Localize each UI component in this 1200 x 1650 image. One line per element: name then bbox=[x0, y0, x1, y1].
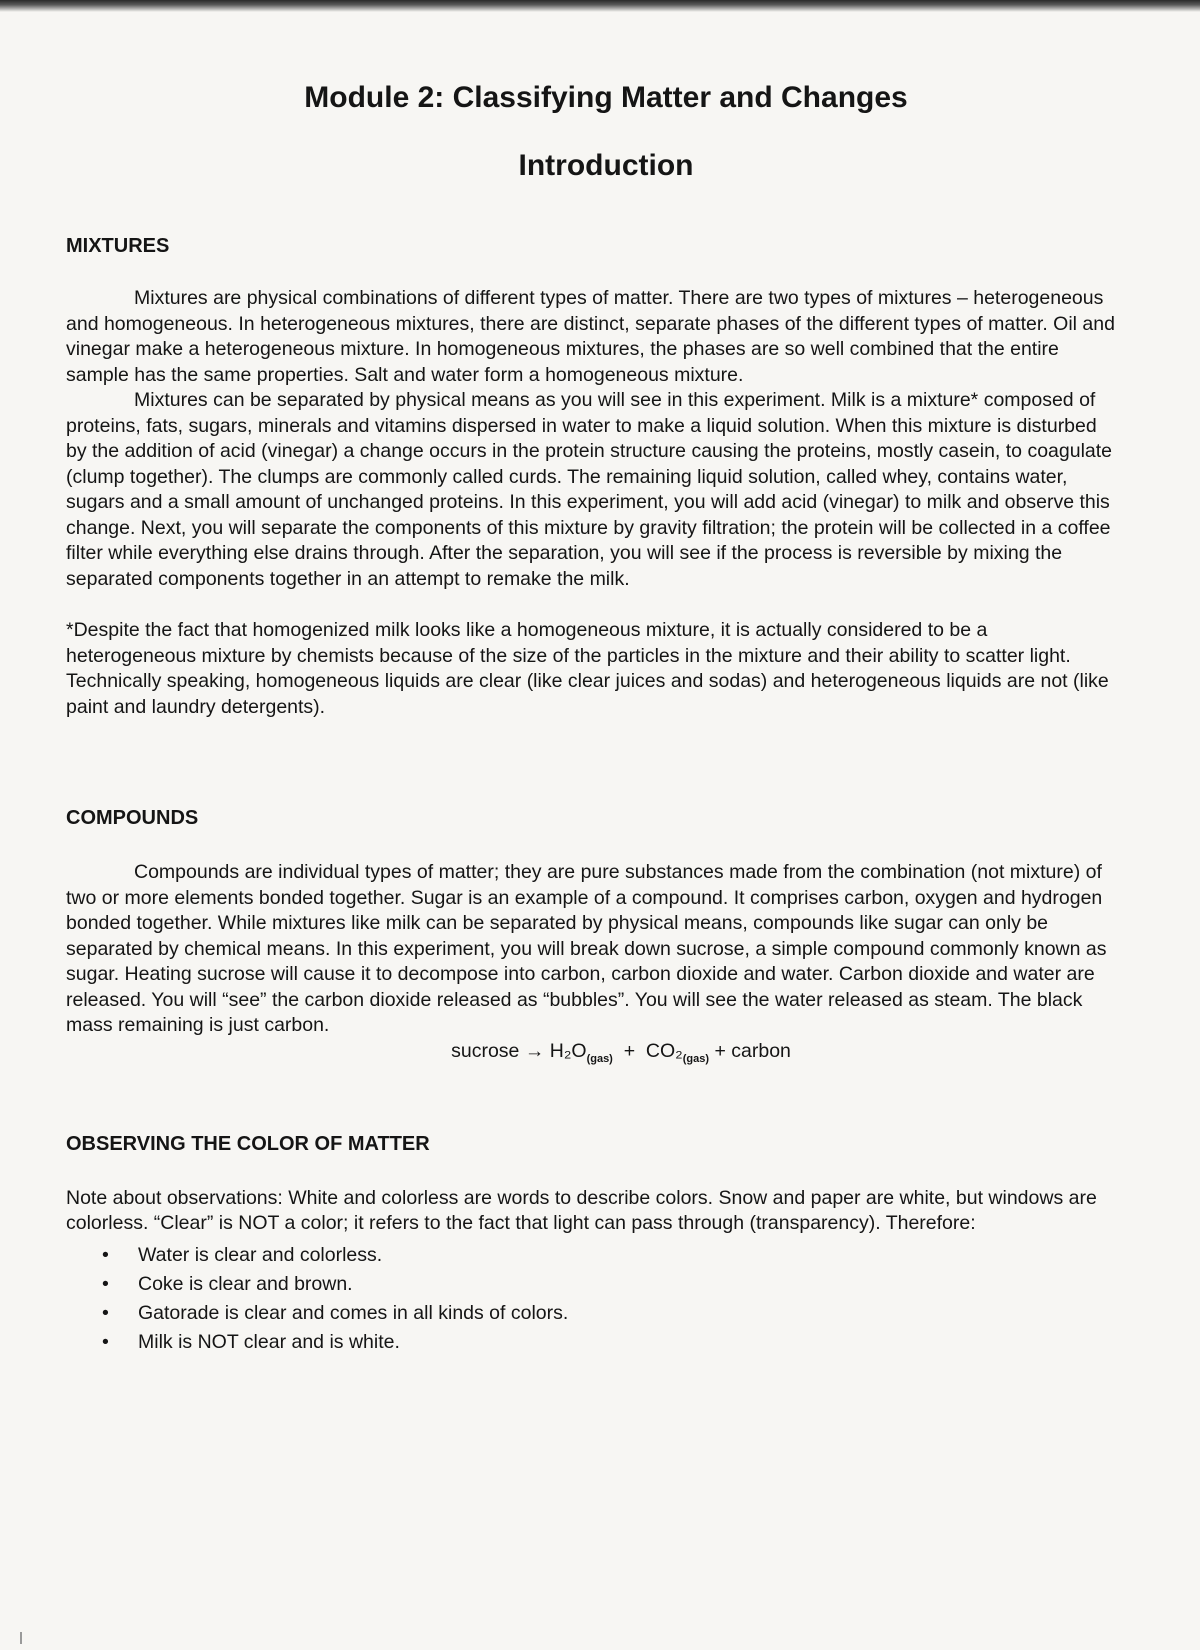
compounds-heading: COMPOUNDS bbox=[66, 807, 199, 829]
document-page bbox=[66, 80, 1116, 1357]
equation-water: H₂O bbox=[549, 1039, 587, 1062]
equation-plus-1: + bbox=[623, 1039, 636, 1062]
color-examples-list bbox=[66, 1241, 1116, 1357]
list-item-text: Gatorade is clear and comes in all kinds of colors. bbox=[138, 1301, 569, 1324]
equation-water-state: (gas) bbox=[586, 1052, 613, 1065]
introduction-title: Introduction bbox=[518, 149, 694, 182]
equation-reactant: sucrose bbox=[451, 1039, 520, 1062]
list-item bbox=[102, 1270, 1116, 1299]
equation-plus-2: + bbox=[714, 1039, 726, 1062]
list-item-text: Water is clear and colorless. bbox=[138, 1243, 383, 1266]
equation-carbon-dioxide: CO₂ bbox=[645, 1039, 683, 1062]
list-item bbox=[102, 1299, 1116, 1328]
module-title: Module 2: Classifying Matter and Changes bbox=[304, 81, 908, 114]
list-item-text: Milk is NOT clear and is white. bbox=[138, 1330, 400, 1353]
compounds-paragraph: Compounds are individual types of matter; they are pure substances made from the combination (not mixture) of two or more elements bonded together. Sugar is an example of a compound. It comprises carbon, oxygen and hydrogen bonded together. While mixtures like milk can be separated by physical means, compounds like sugar can only be separated by chemical means. In this experiment, you will break down sucrose, a simple compound commonly known as sugar. Heating sucrose will cause it to decompose into carbon, carbon dioxide and water. Carbon dioxide and water are released. You will “see” the carbon dioxide released as “bubbles”. You will see the water released as steam. The black mass remaining is just carbon. bbox=[66, 861, 1107, 1036]
equation-arrow: → bbox=[524, 1039, 545, 1062]
list-item bbox=[102, 1241, 1116, 1270]
bullet-icon: • bbox=[102, 1330, 109, 1353]
scan-top-edge bbox=[0, 0, 1200, 12]
equation-co2-state: (gas) bbox=[682, 1052, 710, 1065]
mixtures-paragraph-1: Mixtures are physical combinations of different types of matter. There are two types of mixtures – heterogeneous and homogeneous. In heterogeneous mixtures, there are distinct, separate phases of the different types of matter. Oil and vinegar make a heterogeneous mixture. In homogeneous mixtures, the phases are so well combined that the entire sample has the same properties. Salt and water form a homogeneous mixture. bbox=[66, 287, 1115, 386]
observations-note: Note about observations: White and colorless are words to describe colors. Snow and paper are white, but windows are colorless. “Clear” is NOT a color; it refers to the fact that light can pass through (transparency). Therefore: bbox=[66, 1186, 1097, 1235]
bullet-icon: • bbox=[102, 1272, 109, 1295]
list-item bbox=[102, 1328, 1116, 1357]
mixtures-heading: MIXTURES bbox=[66, 235, 170, 257]
mixtures-paragraph-2: Mixtures can be separated by physical means as you will see in this experiment. Milk is a mixture* composed of proteins, fats, sugars, minerals and vitamins dispersed in water to make a liquid solution. When this mixture is disturbed by the addition of acid (vinegar) a change occurs in the protein structure causing the proteins, mostly casein, to coagulate (clump together). The clumps are commonly called curds. The remaining liquid solution, called whey, contains water, sugars and a small amount of unchanged proteins. In this experiment, you will add acid (vinegar) to milk and observe this change. Next, you will separate the components of this mixture by gravity filtration; the protein will be collected in a coffee filter while everything else drains through. After the separation, you will see if the process is reversible by mixing the separated components together in an attempt to remake the milk. bbox=[66, 389, 1113, 590]
scan-margin-mark bbox=[20, 1632, 22, 1644]
equation-carbon: carbon bbox=[731, 1039, 791, 1062]
bullet-icon: • bbox=[102, 1301, 109, 1324]
bullet-icon: • bbox=[102, 1243, 109, 1266]
sucrose-decomposition-equation bbox=[66, 1039, 1116, 1072]
color-of-matter-heading: OBSERVING THE COLOR OF MATTER bbox=[66, 1132, 430, 1155]
list-item-text: Coke is clear and brown. bbox=[138, 1272, 353, 1295]
milk-footnote: *Despite the fact that homogenized milk looks like a homogeneous mixture, it is actually considered to be a heterogeneous mixture by chemists because of the size of the particles in the mixture and their ability to scatter light. Technically speaking, homogeneous liquids are clear (like clear juices and sodas) and heterogeneous liquids are not (like paint and laundry detergents). bbox=[66, 619, 1109, 718]
